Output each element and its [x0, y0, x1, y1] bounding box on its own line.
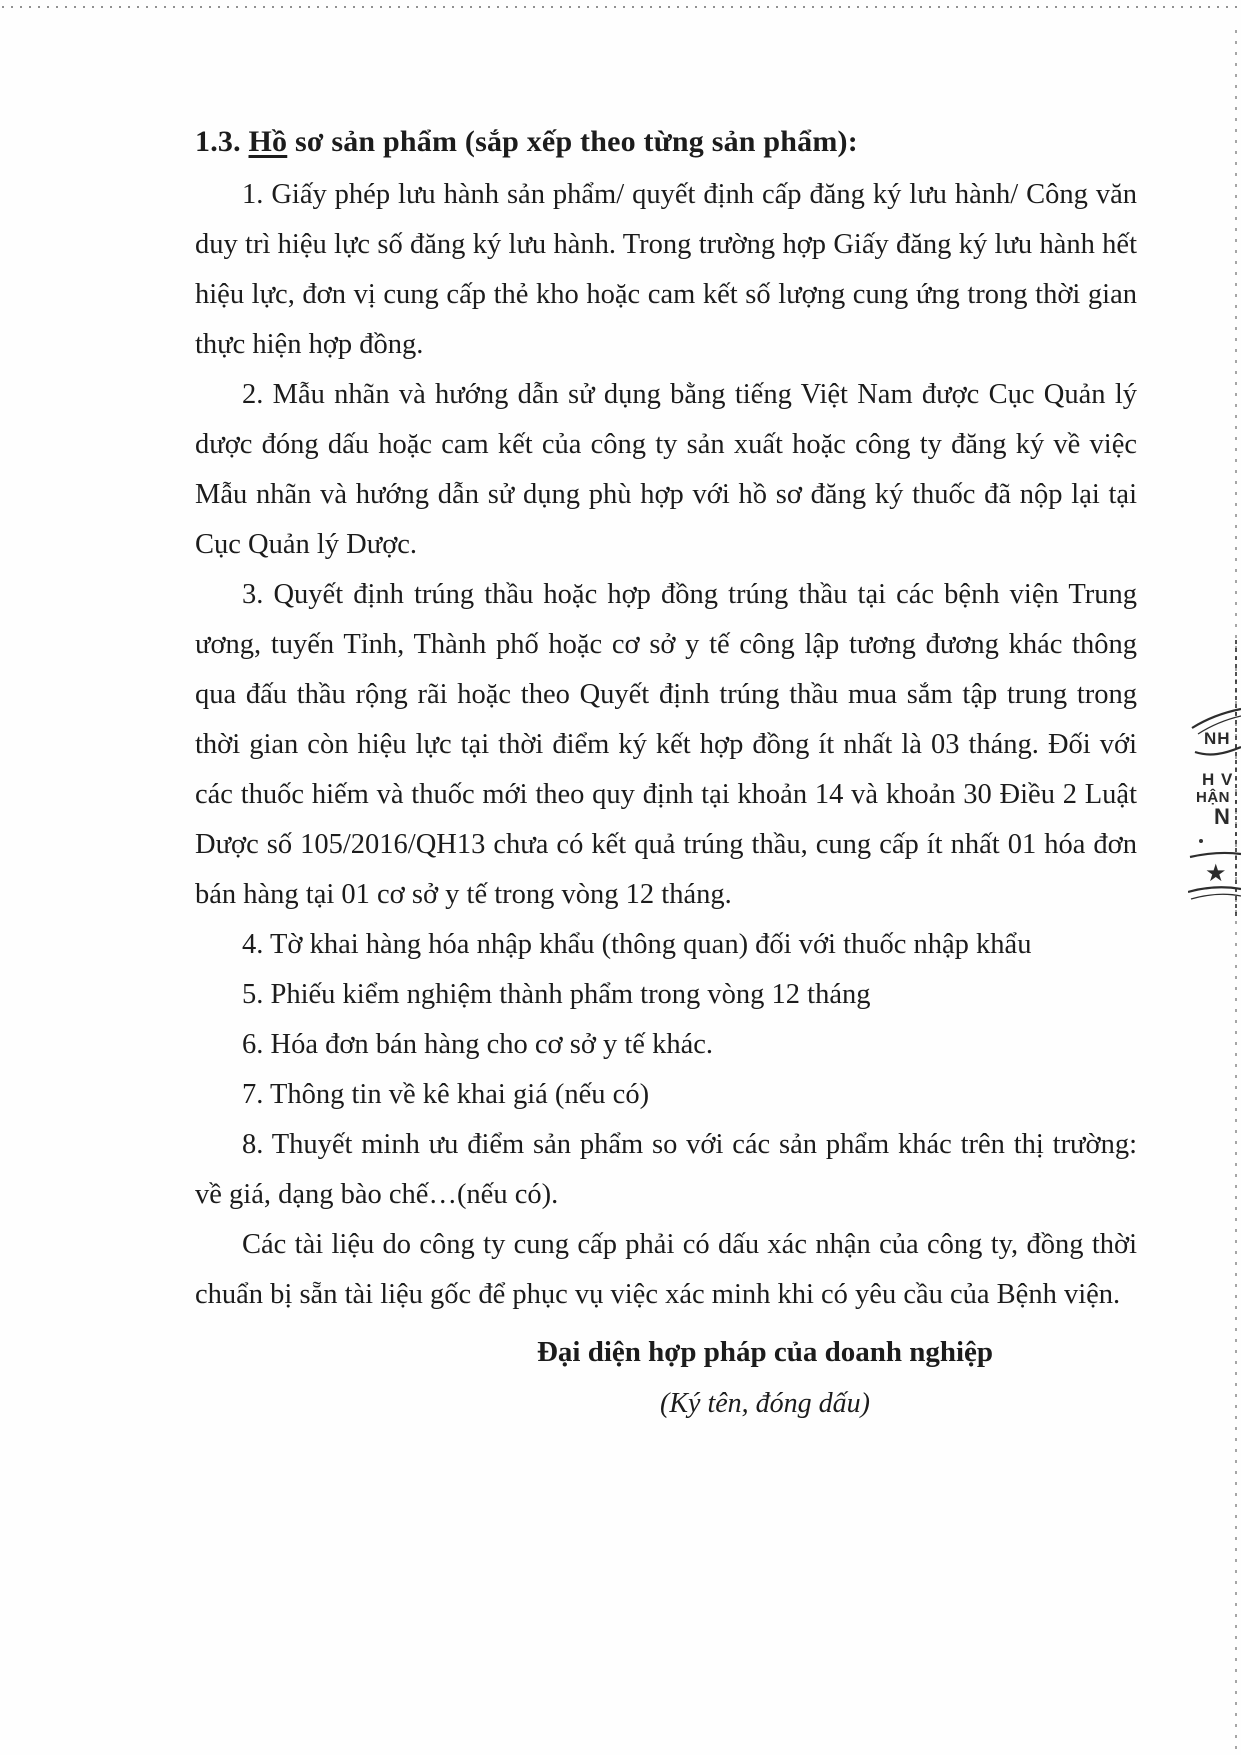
section-heading-text: sơ sản phẩm (sắp xếp theo từng sản phẩm): — [294, 125, 858, 158]
top-scan-dotted-edge — [2, 6, 1239, 8]
stamp-arc-icon — [1195, 747, 1241, 754]
list-item-7: 7. Thông tin về kê khai giá (nếu có) — [242, 1079, 650, 1110]
stamp-star-icon: ★ — [1205, 860, 1227, 887]
stamp-text-fragment: N — [1214, 804, 1231, 829]
stamp-dot-icon — [1199, 839, 1203, 843]
document-body — [195, 116, 1137, 1430]
stamp-text-fragment: HẬN — [1196, 789, 1230, 806]
stamp-text-fragment: H V — [1202, 770, 1234, 789]
stamp-line-icon — [1188, 887, 1241, 892]
signature-instruction: (Ký tên, đóng dấu) — [660, 1388, 870, 1419]
signature-title: Đại diện hợp pháp của doanh nghiệp — [536, 1336, 994, 1368]
section-number: 1.3. — [195, 125, 241, 158]
list-item-5: 5. Phiếu kiểm nghiệm thành phẩm trong vòng 12 tháng — [242, 979, 871, 1010]
signature-block — [475, 1326, 1055, 1430]
stamp-line-icon — [1190, 853, 1241, 857]
stamp-text-fragment: NH — [1204, 729, 1231, 748]
paragraph-item-1: 1. Giấy phép lưu hành sản phẩm/ quyết định cấp đăng ký lưu hành/ Công văn duy trì hiệu lực số đăng ký lưu hành. Trong trường hợp Giấy đăng ký lưu hành hết hiệu lực, đơn vị cung cấp thẻ kho hoặc cam kết số lượng cung ứng trong thời gian thực hiện hợp đồng. — [195, 179, 1137, 360]
list-item-6: 6. Hóa đơn bán hàng cho cơ sở y tế khác. — [242, 1029, 714, 1060]
list-item-8: 8. Thuyết minh ưu điểm sản phẩm so với các sản phẩm khác trên thị trường: về giá, dạng bào chế…(nếu có). — [195, 1129, 1137, 1210]
paragraph-item-2: 2. Mẫu nhãn và hướng dẫn sử dụng bằng tiếng Việt Nam được Cục Quản lý dược đóng dấu hoặc cam kết của công ty sản xuất hoặc công ty đăng ký về việc Mẫu nhãn và hướng dẫn sử dụng phù hợp với hồ sơ đăng ký thuốc đã nộp lại tại Cục Quản lý Dược. — [195, 379, 1137, 560]
section-heading-underlined-word: Hồ — [248, 125, 288, 158]
paragraph-item-3: 3. Quyết định trúng thầu hoặc hợp đồng trúng thầu tại các bệnh viện Trung ương, tuyến Tỉnh, Thành phố hoặc cơ sở y tế công lập tương đương khác thông qua đấu thầu rộng rãi hoặc theo Quyết định trúng thầu mua sắm tập trung trong thời gian còn hiệu lực tại thời điểm ký kết hợp đồng ít nhất là 03 tháng. Đối với các thuốc hiếm và thuốc mới theo quy định tại khoản 14 và khoản 30 Điều 2 Luật Dược số 105/2016/QH13 chưa có kết quả trúng thầu, cung cấp ít nhất 01 hóa đơn bán hàng tại 01 cơ sở y tế trong vòng 12 tháng. — [195, 579, 1137, 910]
section-heading — [195, 116, 1137, 168]
closing-paragraph: Các tài liệu do công ty cung cấp phải có dấu xác nhận của công ty, đồng thời chuẩn bị sẵn tài liệu gốc để phục vụ việc xác minh khi có yêu cầu của Bệnh viện. — [195, 1229, 1137, 1310]
list-item-4: 4. Tờ khai hàng hóa nhập khẩu (thông quan) đối với thuốc nhập khẩu — [242, 929, 1032, 960]
stamp-line-icon — [1191, 894, 1241, 899]
official-stamp-fragment — [1188, 700, 1241, 905]
